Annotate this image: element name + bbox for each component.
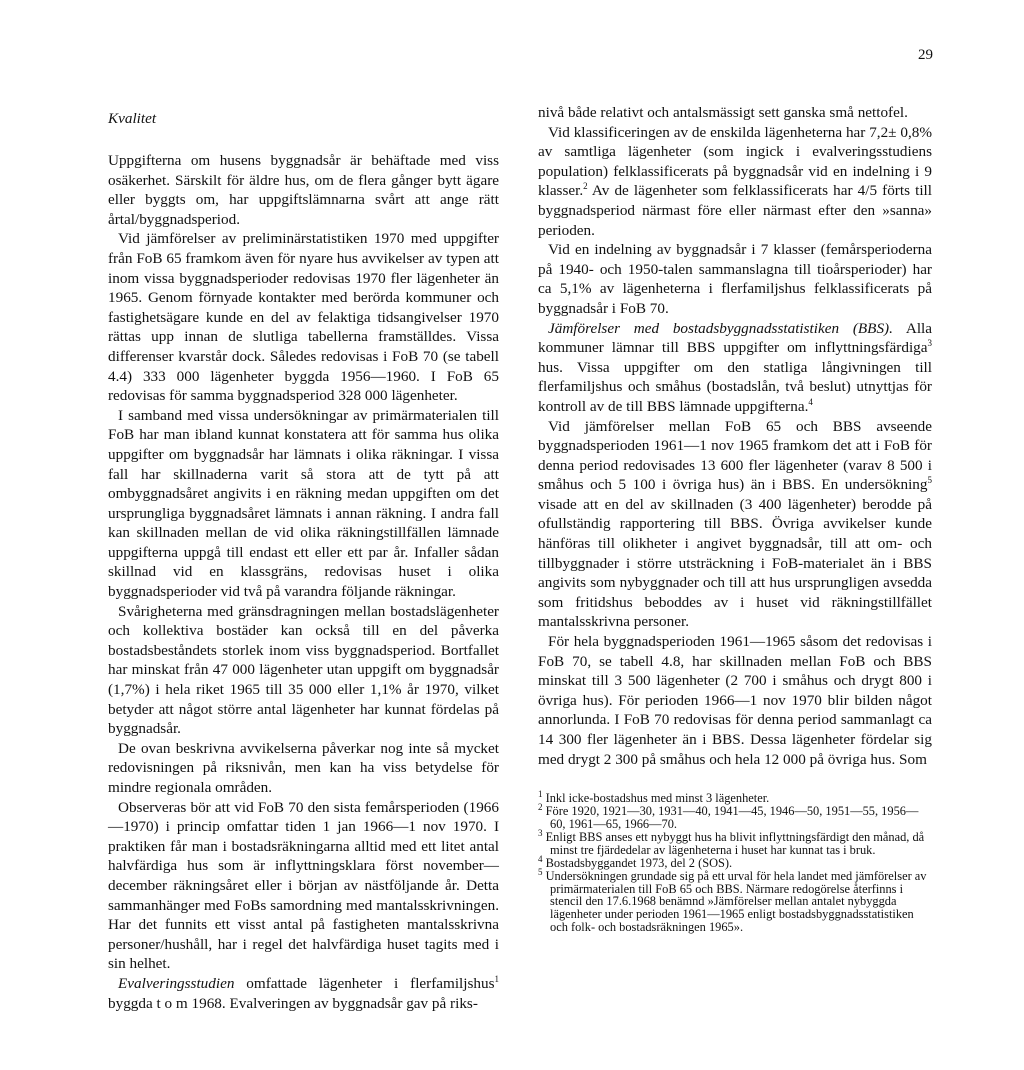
paragraph-text: omfattade lägenheter i flerfamiljshus [234, 974, 495, 992]
footnote-text: Inkl icke-bostadshus med minst 3 lägenheter. [545, 791, 770, 806]
footnote-marker: 3 [538, 827, 543, 838]
body-paragraph [108, 974, 499, 1013]
body-paragraph: Uppgifterna om husens byggnadsår är behäftade med viss osäkerhet. Särskilt för äldre hus, om de flera gånger bytt ägare eller byggts om, har uppgiftslämnarna svårt att ange rätt årtal/byggnadsperiod. [108, 152, 499, 228]
emphasis-text: Jämförelser med bostadsbyggnadsstatistiken (BBS). [548, 319, 893, 337]
footnote-ref: 2 [583, 181, 588, 192]
footnote-ref: 5 [927, 475, 932, 486]
footnote [538, 827, 932, 857]
body-paragraph: För hela byggnadsperioden 1961—1965 såsom det redovisas i FoB 70, se tabell 4.8, har skillnaden mellan FoB och BBS minskat till 3 500 lägenheter (2 700 i småhus och drygt 800 i övriga hus). För perioden 1966—1 nov 1970 blir bilden något annorlunda. I FoB 70 redovisas för denna period sammanlagt ca 14 300 fler lägenheter än i BBS. Dessa lägenheter fördelar sig med drygt 2 300 på småhus och hela 12 000 på övriga hus. Som [538, 633, 932, 768]
footnote-ref: 3 [927, 338, 932, 349]
emphasis-text: Evalveringsstudien [118, 974, 235, 992]
right-column [538, 103, 932, 934]
body-paragraph [538, 123, 932, 241]
footnote-ref: 4 [808, 396, 813, 407]
footnote-marker: 1 [538, 789, 543, 800]
body-paragraph: Vid jämförelser av preliminärstatistiken 1970 med uppgifter från FoB 65 framkom även för nyare hus avvikelser av typen att inom vissa byggnadsperioder redovisas 1970 fler lägenheter än 1965. Genom förnyade kontakter med berörda kommuner och fastighetsägare kunde en del av felaktiga tidsangivelser 1970 rättas upp innan de slutliga tabellerna framställdes. Vissa differenser kvarstår dock. Således redovisas i FoB 70 (se tabell 4.4) 333 000 lägenheter byggda 1956—1960. I FoB 65 redovisas för samma byggnadsperiod 328 000 lägenheter. [108, 230, 499, 405]
footnote-text: Före 1920, 1921—30, 1931—40, 1941—45, 1946—50, 1951—55, 1956—60, 1961—65, 1966—70. [545, 804, 919, 831]
footnote-marker: 2 [538, 801, 543, 812]
left-column [108, 103, 499, 1013]
footnotes [538, 789, 932, 935]
body-paragraph: Observeras bör att vid FoB 70 den sista femårsperioden (1966—1970) i princip omfattar tiden 1 jan 1966—1 nov 1970. I praktiken får man i bostadsräkningarna alltid med ett litet antal halvfärdiga hus som är inflyttningsklara först november—december räkningsåret eller i början av nästföljande år. Detta sammanhänger med FoBs samordning med mantalsskrivningen. Har det funnits ett visst antal på fastigheten mantalsskrivna personer/hushåll, har i regel det halvfärdiga huset tagits med i sin helhet. [108, 798, 499, 973]
footnote [538, 801, 932, 831]
body-paragraph: Vid en indelning av byggnadsår i 7 klasser (femårsperioderna på 1940- och 1950-talen sammanslagna till tioårsperioder) har ca 5,1% av lägenheterna i flerfamiljshus felklassificerats på byggnadsår i FoB 70. [538, 241, 932, 317]
body-paragraph [538, 417, 932, 633]
page-number: 29 [918, 47, 933, 63]
body-paragraph: nivå både relativt och antalsmässigt sett ganska små nettofel. [538, 104, 908, 121]
footnote-marker: 4 [538, 853, 543, 864]
paragraph-text: Vid klassificeringen av de enskilda lägenheterna har 7,2± 0,8% av samtliga lägenheter (som ingick i evalveringsstudiens population) felklassificerats på byggnadsår vid en indelning i 9 klasser. [538, 123, 932, 200]
body-paragraph: Svårigheterna med gränsdragningen mellan bostadslägenheter och kollektiva bostäder kan också till en del påverka bostadsbeståndets storlek inom viss byggnadsperiod. Bortfallet har minskat från 47 000 lägenheter utan uppgift om byggnadsår (1,7%) i hela riket 1965 till 35 000 eller 1,1% år 1970, vilket betyder att något större antal lägenheter har kunnat fördelas på byggnadsår. [108, 602, 499, 738]
body-paragraph [538, 319, 932, 417]
footnote-text: Undersökningen grundade sig på ett urval för hela landet med jämförelser av primärmaterialen till FoB 65 och BBS. Närmare redogörelse återfinns i stencil den 17.6.1968 benämnd »Jämförelser mellan antalet nybyggda lägenheter under perioden 1961—1965 enligt bostadsbyggnadsstatistiken och folk- och bostadsräkningen 1965». [545, 868, 927, 935]
body-paragraph: De ovan beskrivna avvikelserna påverkar nog inte så mycket redovisningen på riksnivån, men kan ha viss betydelse för mindre regionala områden. [108, 739, 499, 796]
paragraph-text: byggda t o m 1968. Evalveringen av byggnadsår gav på riks- [108, 994, 478, 1012]
paragraph-text: Vid jämförelser mellan FoB 65 och BBS avseende byggnadsperioden 1961—1 nov 1965 framkom det att i FoB för denna period redovisades 13 600 fler lägenheter (varav 8 500 i småhus och 5 100 i övriga hus) än i BBS. En undersökning [538, 417, 932, 494]
footnote-ref: 1 [494, 973, 499, 984]
footnote-marker: 5 [538, 866, 543, 877]
footnote-text: Bostadsbyggandet 1973, del 2 (SOS). [545, 855, 733, 870]
footnote [538, 866, 932, 935]
body-paragraph: I samband med vissa undersökningar av primärmaterialen till FoB har man ibland kunnat konstatera att för samma hus olika uppgifter om byggnadsår har lämnats i olika räkningar. I vissa fall har skillnaderna varit så stora att de tytt på att ombyggnadsåret angivits i en räkning medan uppgiften om det ursprungliga byggnadsåret lämnats i annan räkning. I andra fall kan skillnaden mellan de vid olika räkningstillfällen lämnade uppgifterna uppgå till endast ett eller ett par år. Infaller sådan skillnad vid en klassgräns, redovisas huset i olika byggnadsperioder vid två på varandra följande räkningar. [108, 406, 499, 601]
paragraph-text: visade att en del av skillnaden (3 400 lägenheter) berodde på ofullständig rapportering till BBS. Övriga avvikelser kunde hänföras till olikheter i angivet byggnadsår, till att om- och tillbyggnader i större utsträckning i FoB-materialet än i BBS angivits som nybyggnader och till att hus ursprungligen avsedda som fritidshus beboddes av i huset vid räkningstillfället mantalsskrivna personer. [538, 495, 932, 631]
paragraph-text: Alla kommuner lämnar till BBS uppgifter om inflyttningsfärdiga [538, 319, 932, 357]
footnote-text: Enligt BBS anses ett nybyggt hus ha blivit inflyttningsfärdigt den månad, då minst tre fjärdedelar av lägenheterna i huset har kunnat tas i bruk. [545, 829, 925, 857]
paragraph-text: Av de lägenheter som felklassificerats har 4/5 förts till byggnadsperiod närmast före eller närmast efter den »sanna» perioden. [538, 182, 932, 239]
section-heading: Kvalitet [108, 110, 157, 127]
paragraph-text: hus. Vissa uppgifter om den statliga långivningen till flerfamiljshus och småhus (bostadslån, två beslut) utnyttjas för kontroll av de till BBS lämnade uppgifterna. [538, 358, 932, 415]
